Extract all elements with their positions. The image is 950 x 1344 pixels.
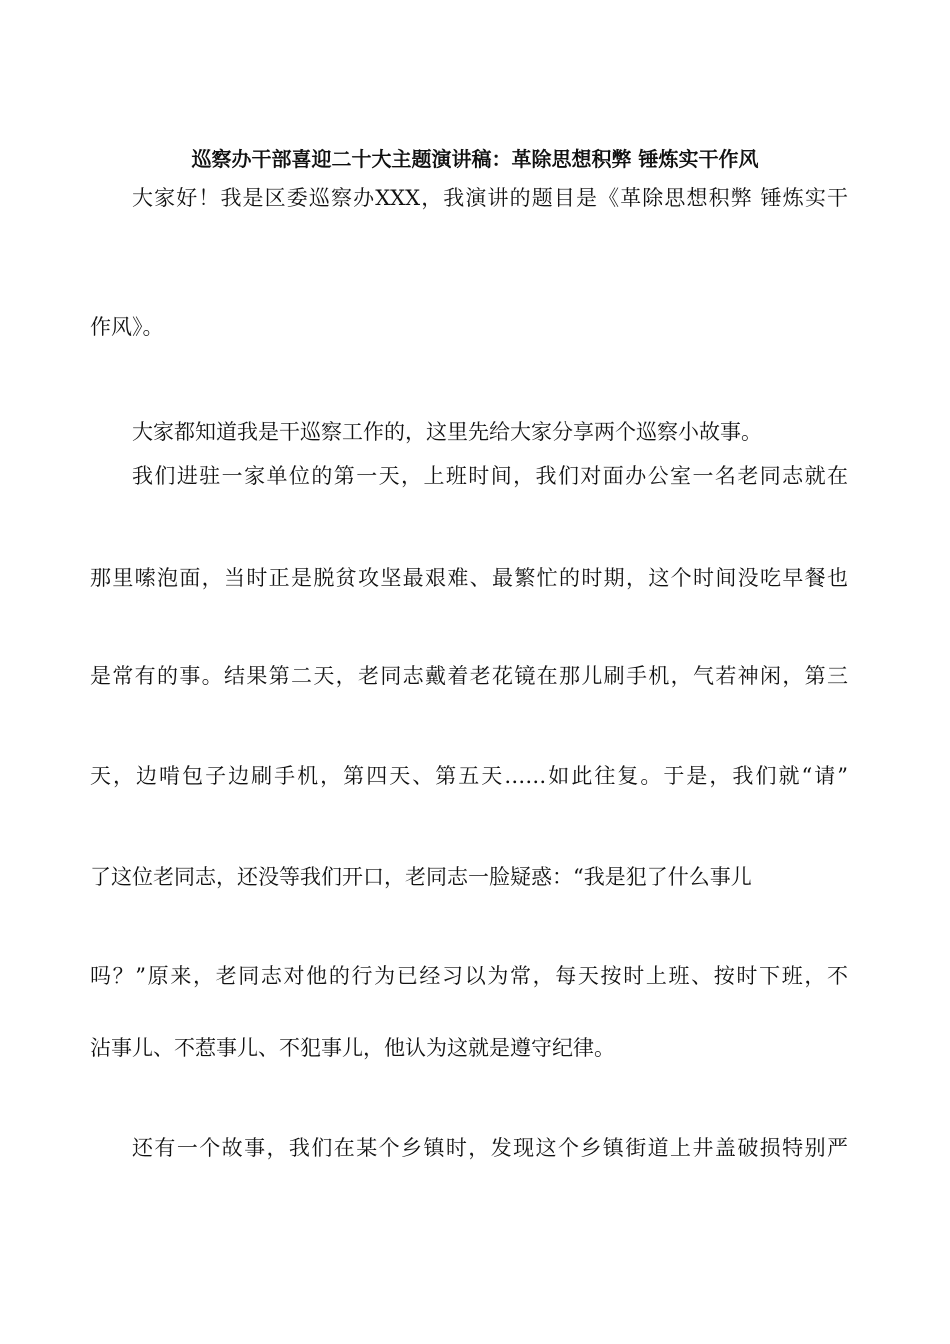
paragraph-line: 天，边啃包子边刷手机，第四天、第五天……如此往复。于是，我们就“请”	[90, 764, 848, 788]
paragraph-line: 大家好！我是区委巡察办XXX，我演讲的题目是《革除思想积弊 锤炼实干	[132, 186, 848, 210]
paragraph-line: 还有一个故事，我们在某个乡镇时，发现这个乡镇街道上井盖破损特别严	[132, 1136, 848, 1160]
paragraph-line: 吗？”原来，老同志对他的行为已经习以为常，每天按时上班、按时下班，不	[90, 964, 848, 988]
paragraph-line: 是常有的事。结果第二天，老同志戴着老花镜在那儿刷手机，气若神闲，第三	[90, 664, 848, 688]
paragraph-line: 那里嗦泡面，当时正是脱贫攻坚最艰难、最繁忙的时期，这个时间没吃早餐也	[90, 566, 848, 590]
paragraph-line: 沾事儿、不惹事儿、不犯事儿，他认为这就是遵守纪律。	[90, 1036, 615, 1060]
paragraph-line: 大家都知道我是干巡察工作的，这里先给大家分享两个巡察小故事。	[132, 420, 762, 444]
paragraph-line: 我们进驻一家单位的第一天，上班时间，我们对面办公室一名老同志就在	[132, 464, 848, 488]
paragraph-line: 了这位老同志，还没等我们开口，老同志一脸疑惑：“我是犯了什么事儿	[90, 865, 752, 889]
paragraph-line: 作风》。	[90, 315, 164, 339]
document-title: 巡察办干部喜迎二十大主题演讲稿：革除思想积弊 锤炼实干作风	[191, 147, 759, 171]
